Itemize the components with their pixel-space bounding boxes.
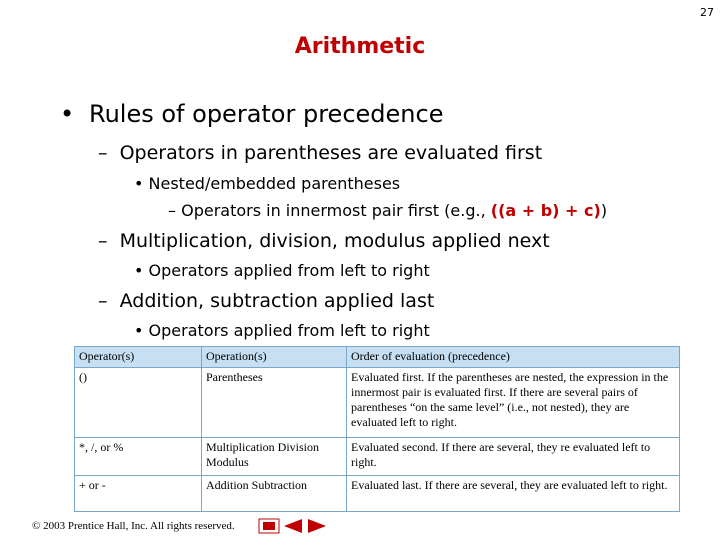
dash-icon: – [98,230,108,252]
table-cell-operation: Parentheses [202,368,347,438]
back-arrow-icon[interactable] [282,518,304,534]
bullet-icon: • [134,174,144,193]
slide-title: Arithmetic [294,34,426,59]
innermost-prefix: Operators in innermost pair first (e.g., [181,201,491,220]
sub-item-parentheses [98,142,542,164]
table-cell-order: Evaluated second. If there are several, they re evaluated left to right. [347,438,680,476]
precedence-table [74,346,680,512]
sub-item-multiplication [98,230,550,252]
main-bullet-text: Rules of operator precedence [89,100,444,128]
home-icon[interactable] [258,518,280,534]
table-row [75,368,680,438]
bullet-icon: • [134,261,144,280]
sub-sub-item-left-to-right-2 [134,321,430,340]
innermost-suffix: ) [600,201,608,220]
sub-sub-item-text: Operators applied from left to right [148,261,430,280]
table-row [75,438,680,476]
table-cell-order: Evaluated first. If the parentheses are nested, the expression in the innermost pair is evaluated first. If there are several pairs of parentheses “on the same level” (i.e., not nested), they are evaluated left to right. [347,368,680,438]
sub-item-text: Addition, subtraction applied last [119,290,435,312]
sub-item-text: Operators in parentheses are evaluated first [119,142,543,164]
sub-sub-item-left-to-right [134,261,430,280]
forward-arrow-icon[interactable] [306,518,328,534]
table-cell-operator: *, /, or % [75,438,202,476]
bullet-icon: • [60,100,75,128]
dash-icon: – [98,290,108,312]
table-cell-operation: Addition Subtraction [202,476,347,512]
copyright-footer: © 2003 Prentice Hall, Inc. All rights reserved. [32,520,235,532]
innermost-example: ((a + b) + c) [490,201,601,220]
sub-sub-item-text: Operators applied from left to right [148,321,430,340]
sub-sub-item-nested [134,174,400,193]
table-cell-operator: + or - [75,476,202,512]
table-cell-order: Evaluated last. If there are several, they are evaluated left to right. [347,476,680,512]
table-row [75,476,680,512]
bullet-icon: • [134,321,144,340]
table-header-operations: Operation(s) [202,347,347,368]
sub-item-text: Multiplication, division, modulus applied next [119,230,550,252]
table-cell-operation: Multiplication Division Modulus [202,438,347,476]
table-header-order: Order of evaluation (precedence) [347,347,680,368]
table-header-operators: Operator(s) [75,347,202,368]
dash-icon: – [98,142,108,164]
table-header-row [75,347,680,368]
dash-icon: – [168,201,176,220]
sub-sub-sub-item-innermost [168,201,607,220]
table-cell-operator: () [75,368,202,438]
page-number: 27 [700,6,714,19]
sub-item-addition [98,290,434,312]
sub-sub-item-text: Nested/embedded parentheses [148,174,401,193]
